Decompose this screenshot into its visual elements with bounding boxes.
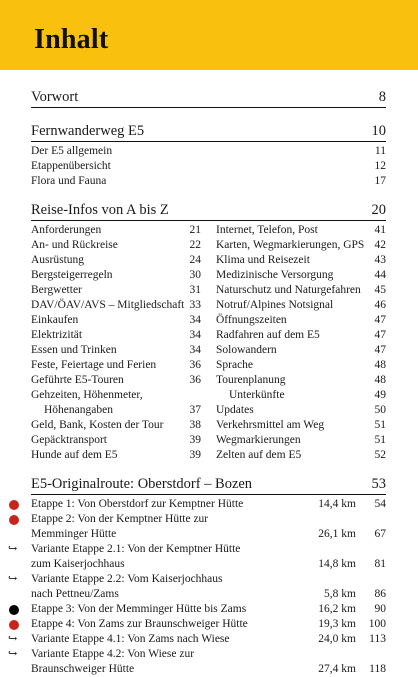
red-circle-icon — [9, 500, 19, 510]
stage-distance: 5,8 km — [324, 588, 356, 600]
stage-label: Memminger Hütte — [31, 528, 117, 540]
variant-arrow-icon: ↪ — [8, 543, 18, 555]
stage-marker — [7, 662, 31, 677]
stage-page: 54 — [374, 498, 386, 510]
toc-entry-label: Verkehrsmittel am Weg — [216, 419, 325, 431]
stage-label: Etappe 3: Von der Memminger Hütte bis Zams — [31, 603, 247, 615]
toc-entry[interactable] — [216, 253, 386, 268]
toc-entry-page: 34 — [189, 329, 201, 341]
toc-entry-label: Geführte E5-Touren — [31, 374, 124, 386]
toc-entry[interactable] — [216, 433, 386, 448]
stage-label: nach Pettneu/Zams — [31, 588, 119, 600]
toc-entry-label: Feste, Feiertage und Ferien — [31, 359, 157, 371]
toc-entry-page: 48 — [374, 359, 386, 371]
toc-entry[interactable] — [216, 328, 386, 343]
toc-entry-page: 30 — [189, 269, 201, 281]
toc-entry-page: 39 — [189, 449, 201, 461]
toc-entry-label: Gehzeiten, Höhenmeter, — [31, 389, 143, 401]
toc-entry-label: Sprache — [216, 359, 254, 371]
toc-entry[interactable] — [31, 373, 201, 388]
toc-entry-page: 42 — [374, 239, 386, 251]
stage-page: 81 — [374, 558, 386, 570]
toc-entry[interactable] — [31, 144, 386, 159]
toc-entry-label: Höhenangaben — [44, 404, 113, 416]
section-page: 53 — [371, 476, 386, 492]
toc-entry-page: 24 — [189, 254, 201, 266]
toc-entry-label: DAV/ÖAV/AVS – Mitgliedschaft — [31, 299, 185, 311]
toc-entry-page: 36 — [189, 359, 201, 371]
toc-entry[interactable] — [31, 283, 201, 298]
toc-entry-page: 37 — [189, 404, 201, 416]
toc-entry-page: 47 — [374, 314, 386, 326]
stage-page: 86 — [374, 588, 386, 600]
stage-label: zum Kaiserjochhaus — [31, 558, 125, 570]
toc-entry-label: Internet, Telefon, Post — [216, 224, 318, 236]
red-circle-icon — [9, 515, 19, 525]
stage-label: Etappe 4: Von Zams zur Braunschweiger Hütte — [31, 618, 248, 630]
toc-entry-page: 52 — [374, 449, 386, 461]
toc-entry-label: Solowandern — [216, 344, 277, 356]
toc-entry-page: 49 — [374, 389, 386, 401]
toc-entry[interactable] — [31, 174, 386, 189]
stage-marker — [7, 632, 31, 647]
toc-entry-label: Radfahren auf dem E5 — [216, 329, 320, 341]
toc-entry[interactable] — [31, 448, 201, 463]
toc-entry-label: Gepäcktransport — [31, 434, 107, 446]
toc-entry-page: 34 — [189, 344, 201, 356]
stage-marker — [7, 542, 31, 557]
stage-page: 113 — [369, 633, 386, 645]
stage-entry-continuation — [7, 557, 386, 572]
toc-entry[interactable] — [31, 159, 386, 174]
toc-entry-label: Karten, Wegmarkierungen, GPS — [216, 239, 365, 251]
toc-entry-page: 17 — [374, 175, 386, 187]
stage-marker — [7, 647, 31, 662]
stage-entry[interactable] — [7, 512, 386, 527]
toc-entry-page: 39 — [189, 434, 201, 446]
toc-entry-label: Klima und Reisezeit — [216, 254, 310, 266]
toc-entry[interactable] — [31, 298, 201, 313]
toc-entry-page: 12 — [374, 160, 386, 172]
stage-page: 67 — [374, 528, 386, 540]
stage-entry[interactable] — [7, 632, 386, 647]
toc-entry-label: Bergsteigerregeln — [31, 269, 113, 281]
toc-entry[interactable] — [31, 433, 201, 448]
toc-entry[interactable] — [31, 223, 201, 238]
toc-entry-label: Unterkünfte — [229, 389, 285, 401]
toc-entry-label: An- und Rückreise — [31, 239, 118, 251]
stage-entry[interactable] — [7, 617, 386, 632]
toc-entry-label: Der E5 allgemein — [31, 145, 113, 157]
route-stage-list — [7, 497, 386, 677]
variant-arrow-icon: ↪ — [8, 633, 18, 645]
section-label: Vorwort — [31, 89, 79, 105]
stage-label: Variante Etappe 4.2: Von Wiese zur — [31, 648, 195, 660]
stage-entry[interactable] — [7, 497, 386, 512]
toc-entry-label: Tourenplanung — [216, 374, 286, 386]
toc-entry-page: 47 — [374, 329, 386, 341]
toc-entry[interactable] — [216, 238, 386, 253]
stage-label: Variante Etappe 2.2: Vom Kaiserjochhaus — [31, 573, 223, 585]
toc-entry[interactable] — [31, 388, 201, 403]
toc-entry[interactable] — [216, 313, 386, 328]
toc-section-route[interactable] — [31, 475, 386, 495]
variant-arrow-icon: ↪ — [8, 573, 18, 585]
toc-entry[interactable] — [31, 358, 201, 373]
toc-entry-label: Öffnungszeiten — [216, 314, 287, 326]
header-band — [0, 0, 418, 70]
stage-label: Variante Etappe 4.1: Von Zams nach Wiese — [31, 633, 230, 645]
toc-entry-page: 21 — [189, 224, 201, 236]
section-page: 8 — [378, 89, 386, 105]
toc-entry-label: Wegmarkierungen — [216, 434, 301, 446]
stage-marker — [7, 527, 31, 542]
toc-entry[interactable] — [216, 223, 386, 238]
stage-distance: 26,1 km — [318, 528, 356, 540]
toc-entry[interactable] — [31, 418, 201, 433]
toc-entry-label: Naturschutz und Naturgefahren — [216, 284, 361, 296]
toc-entry-page: 34 — [189, 314, 201, 326]
stage-label: Braunschweiger Hütte — [31, 663, 135, 675]
toc-entry[interactable] — [216, 448, 386, 463]
toc-entry[interactable] — [31, 328, 201, 343]
stage-distance: 19,3 km — [318, 618, 356, 630]
toc-entry-page: 51 — [374, 419, 386, 431]
page-title: Inhalt — [34, 24, 109, 55]
toc-entry-page: 44 — [374, 269, 386, 281]
toc-entry[interactable] — [31, 343, 201, 358]
toc-entry-label: Medizinische Versorgung — [216, 269, 334, 281]
toc-entry[interactable] — [216, 418, 386, 433]
toc-entry-page: 31 — [189, 284, 201, 296]
stage-distance: 16,2 km — [318, 603, 356, 615]
stage-entry-continuation — [7, 527, 386, 542]
toc-entry-label: Updates — [216, 404, 254, 416]
section-label: Reise-Infos von A bis Z — [31, 202, 169, 218]
toc-entry-page: 46 — [374, 299, 386, 311]
red-circle-icon — [9, 620, 19, 630]
stage-marker — [7, 572, 31, 587]
stage-entry-continuation — [7, 662, 386, 677]
toc-entry[interactable] — [216, 268, 386, 283]
stage-entry[interactable] — [7, 542, 386, 557]
toc-entry-page: 11 — [374, 145, 386, 157]
reiseinfos-right-column — [216, 223, 386, 463]
stage-marker — [7, 602, 31, 617]
section-page: 20 — [371, 202, 386, 218]
toc-entry-label: Anforderungen — [31, 224, 102, 236]
toc-entry[interactable] — [31, 313, 201, 328]
stage-marker — [7, 497, 31, 512]
toc-entry-label: Ausrüstung — [31, 254, 85, 266]
stage-entry[interactable] — [7, 602, 386, 617]
toc-entry-label: Geld, Bank, Kosten der Tour — [31, 419, 164, 431]
toc-entry-page: 50 — [374, 404, 386, 416]
toc-entry[interactable] — [216, 283, 386, 298]
toc-entry-page: 51 — [374, 434, 386, 446]
toc-entry-label: Zelten auf dem E5 — [216, 449, 302, 461]
toc-entry-label: Etappenübersicht — [31, 160, 111, 172]
toc-entry-page: 45 — [374, 284, 386, 296]
toc-entry-page: 38 — [189, 419, 201, 431]
toc-entry-label: Einkaufen — [31, 314, 79, 326]
stage-label: Variante Etappe 2.1: Von der Kemptner Hütte — [31, 543, 241, 555]
section-label: Fernwanderweg E5 — [31, 123, 145, 139]
stage-distance: 27,4 km — [318, 663, 356, 675]
stage-page: 100 — [368, 618, 386, 630]
stage-marker — [7, 512, 31, 527]
toc-entry-page: 47 — [374, 344, 386, 356]
toc-entry-page: 22 — [189, 239, 201, 251]
reiseinfos-columns — [31, 223, 386, 463]
toc-entry[interactable] — [216, 388, 386, 403]
toc-entry[interactable] — [216, 403, 386, 418]
table-of-contents — [8, 78, 386, 677]
toc-entry-label: Elektrizität — [31, 329, 83, 341]
toc-entry-label: Bergwetter — [31, 284, 82, 296]
toc-entry[interactable] — [216, 358, 386, 373]
stage-page: 118 — [369, 663, 386, 675]
toc-entry[interactable] — [31, 403, 201, 418]
stage-marker — [7, 617, 31, 632]
toc-section-fernwanderweg[interactable] — [31, 122, 386, 142]
toc-entry-page: 43 — [374, 254, 386, 266]
section-label: E5-Originalroute: Oberstdorf – Bozen — [31, 476, 253, 492]
stage-label: Etappe 2: Von der Kemptner Hütte zur — [31, 513, 209, 525]
toc-section-vorwort[interactable] — [31, 88, 386, 108]
stage-entry[interactable] — [7, 572, 386, 587]
toc-entry-label: Essen und Trinken — [31, 344, 117, 356]
stage-distance: 14,4 km — [318, 498, 356, 510]
toc-entry-label: Notruf/Alpines Notsignal — [216, 299, 334, 311]
toc-entry-label: Flora und Fauna — [31, 175, 107, 187]
toc-entry[interactable] — [216, 343, 386, 358]
stage-marker — [7, 557, 31, 572]
stage-label: Etappe 1: Von Oberstdorf zur Kemptner Hütte — [31, 498, 244, 510]
black-circle-icon — [9, 605, 19, 615]
stage-entry[interactable] — [7, 647, 386, 662]
toc-entry-page: 33 — [189, 299, 201, 311]
toc-entry-page: 48 — [374, 374, 386, 386]
toc-entry-label: Hunde auf dem E5 — [31, 449, 118, 461]
toc-entry-page: 36 — [189, 374, 201, 386]
toc-entry[interactable] — [31, 268, 201, 283]
toc-entry[interactable] — [31, 253, 201, 268]
stage-distance: 14,8 km — [318, 558, 356, 570]
stage-distance: 24,0 km — [318, 633, 356, 645]
toc-entry[interactable] — [216, 373, 386, 388]
stage-page: 90 — [374, 603, 386, 615]
toc-entry-page: 41 — [374, 224, 386, 236]
toc-section-reiseinfos[interactable] — [31, 201, 386, 221]
reiseinfos-left-column — [31, 223, 201, 463]
variant-arrow-icon: ↪ — [8, 648, 18, 660]
toc-entry[interactable] — [31, 238, 201, 253]
fernwanderweg-list — [31, 144, 386, 189]
section-page: 10 — [371, 123, 386, 139]
toc-entry[interactable] — [216, 298, 386, 313]
